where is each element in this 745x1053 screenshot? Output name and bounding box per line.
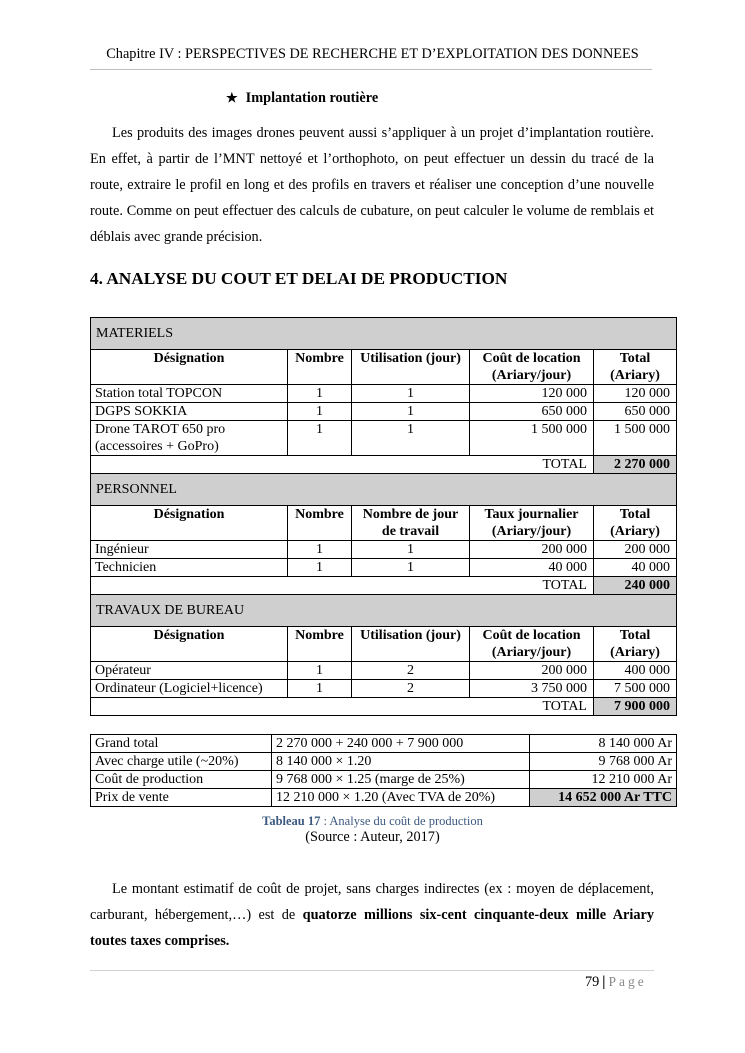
header-row [91, 506, 677, 541]
table-row [91, 662, 677, 680]
paragraph-conclusion [90, 876, 654, 954]
total-value: 240 000 [594, 577, 677, 595]
table-cell: DGPS SOKKIA [91, 403, 288, 421]
table-cell: 1 [352, 403, 470, 421]
summary-formula: 8 140 000 × 1.20 [272, 753, 530, 771]
section-label: PERSONNEL [91, 474, 677, 506]
table-source: (Source : Auteur, 2017) [305, 829, 440, 845]
subheading [226, 90, 378, 107]
column-header: Nombre [288, 350, 352, 385]
table-row [91, 385, 677, 403]
summary-label: Prix de vente [91, 789, 272, 807]
column-header: Désignation [91, 350, 288, 385]
column-header: Nombre [288, 506, 352, 541]
section-label: MATERIELS [91, 318, 677, 350]
table-cell: 1 [288, 421, 352, 456]
subheading-text: Implantation routière [245, 90, 379, 106]
summary-value: 8 140 000 Ar [530, 735, 677, 753]
total-row [91, 577, 677, 595]
summary-row [91, 753, 677, 771]
total-label: TOTAL [470, 577, 594, 595]
column-header: Utilisation (jour) [352, 350, 470, 385]
column-header: Total (Ariary) [594, 350, 677, 385]
summary-table [90, 734, 677, 807]
table-cell: 2 [352, 662, 470, 680]
section-row-personnel [91, 474, 677, 506]
blank-cell [91, 698, 470, 716]
table-caption [0, 814, 745, 829]
table-cell: 1 [352, 385, 470, 403]
blank-cell [91, 456, 470, 474]
table-cell: 40 000 [594, 559, 677, 577]
summary-formula: 2 270 000 + 240 000 + 7 900 000 [272, 735, 530, 753]
column-header: Nombre de jour de travail [352, 506, 470, 541]
table-cell: 1 [288, 403, 352, 421]
page-footer [585, 974, 647, 991]
paragraph-road-implantation: Les produits des images drones peuvent aussi s’appliquer à un projet d’implantation routière. En effet, à partir de l’MNT nettoyé et l’orthophoto, on peut effectuer un dessin du tracé de la route, extraire le profil en long et des profils en travers et réaliser une conception d’une nouvelle route. Comme on peut effectuer des calculs de cubature, on peut calculer le volume de remblais et déblais avec grande précision. [90, 125, 654, 245]
table-cell: 120 000 [594, 385, 677, 403]
table-cell: 2 [352, 680, 470, 698]
table-cell: Opérateur [91, 662, 288, 680]
section-row-bureau [91, 595, 677, 627]
table-cell: 200 000 [470, 662, 594, 680]
summary-label: Grand total [91, 735, 272, 753]
column-header: Total (Ariary) [594, 506, 677, 541]
table-cell: 1 [288, 680, 352, 698]
summary-formula: 12 210 000 × 1.20 (Avec TVA de 20%) [272, 789, 530, 807]
table-cell: Drone TAROT 650 pro (accessoires + GoPro) [91, 421, 288, 456]
total-value: 2 270 000 [594, 456, 677, 474]
header-row [91, 350, 677, 385]
header-divider [90, 69, 652, 70]
header-row [91, 627, 677, 662]
table-cell: 1 [288, 541, 352, 559]
column-header: Total (Ariary) [594, 627, 677, 662]
table-cell: 1 500 000 [594, 421, 677, 456]
column-header: Taux journalier (Ariary/jour) [470, 506, 594, 541]
table-cell: 120 000 [470, 385, 594, 403]
total-label: TOTAL [470, 456, 594, 474]
page-number: 79 [585, 974, 600, 990]
column-header: Utilisation (jour) [352, 627, 470, 662]
footer-divider [90, 970, 654, 971]
table-cell: 200 000 [594, 541, 677, 559]
column-header: Nombre [288, 627, 352, 662]
column-header: Désignation [91, 506, 288, 541]
table-cell: 1 500 000 [470, 421, 594, 456]
table-cell: 1 [352, 559, 470, 577]
section-label: TRAVAUX DE BUREAU [91, 595, 677, 627]
table-cell: 650 000 [470, 403, 594, 421]
summary-row [91, 789, 677, 807]
table-cell: 3 750 000 [470, 680, 594, 698]
table-cell: Technicien [91, 559, 288, 577]
blank-cell [91, 577, 470, 595]
total-row [91, 456, 677, 474]
caption-text: : Analyse du coût de production [320, 814, 483, 828]
table-row [91, 559, 677, 577]
table-cell: 1 [288, 385, 352, 403]
star-bullet-icon: ★ [226, 90, 238, 105]
table-cell: 650 000 [594, 403, 677, 421]
page-word: Page [608, 974, 647, 989]
table-cell: Ingénieur [91, 541, 288, 559]
summary-row [91, 735, 677, 753]
table-cell: 40 000 [470, 559, 594, 577]
table-cell: 200 000 [470, 541, 594, 559]
section-title: 4. ANALYSE DU COUT ET DELAI DE PRODUCTION [90, 269, 508, 288]
table-cell: 400 000 [594, 662, 677, 680]
paragraph-text: Le montant estimatif de coût de projet, sans charges indirectes (ex : moyen de déplacement, carburant, hébergement,…) est de [90, 881, 654, 923]
table-cell: 1 [288, 662, 352, 680]
column-header: Coût de location (Ariary/jour) [470, 350, 594, 385]
summary-label: Avec charge utile (~20%) [91, 753, 272, 771]
table-row [91, 680, 677, 698]
caption-number: Tableau 17 [262, 814, 321, 828]
table-cell: 1 [352, 421, 470, 456]
summary-row [91, 771, 677, 789]
total-row [91, 698, 677, 716]
summary-value-highlight: 14 652 000 Ar TTC [530, 789, 677, 807]
page-header: Chapitre IV : PERSPECTIVES DE RECHERCHE ET D’EXPLOITATION DES DONNEES [106, 46, 639, 62]
summary-label: Coût de production [91, 771, 272, 789]
total-value: 7 900 000 [594, 698, 677, 716]
summary-value: 9 768 000 Ar [530, 753, 677, 771]
table-cell: 1 [288, 559, 352, 577]
table-cell: 1 [352, 541, 470, 559]
table-cell: Ordinateur (Logiciel+licence) [91, 680, 288, 698]
column-header: Coût de location (Ariary/jour) [470, 627, 594, 662]
summary-formula: 9 768 000 × 1.25 (marge de 25%) [272, 771, 530, 789]
paragraph-bold-text: quatorze millions six-cent cinquante-deux mille Ariary toutes taxes comprises. [90, 907, 654, 949]
column-header: Désignation [91, 627, 288, 662]
summary-value: 12 210 000 Ar [530, 771, 677, 789]
table-row [91, 403, 677, 421]
table-row [91, 541, 677, 559]
table-cell: Station total TOPCON [91, 385, 288, 403]
section-row-materiels [91, 318, 677, 350]
footer-separator: | [602, 974, 606, 990]
total-label: TOTAL [470, 698, 594, 716]
table-cell: 7 500 000 [594, 680, 677, 698]
table-row [91, 421, 677, 456]
cost-table [90, 317, 677, 716]
